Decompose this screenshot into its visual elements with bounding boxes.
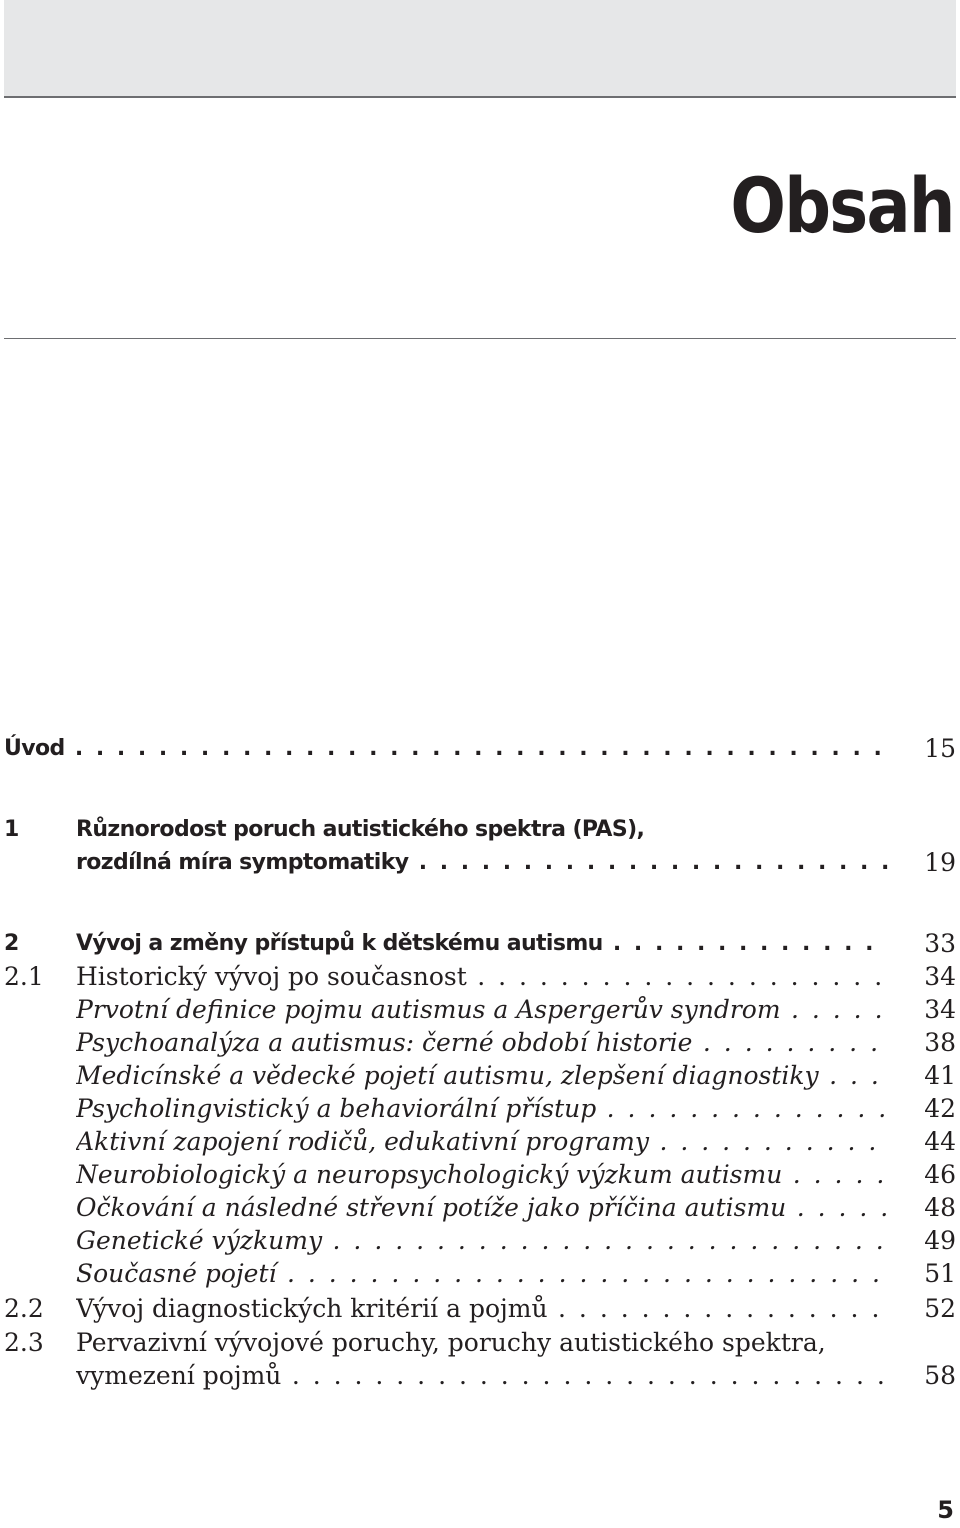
toc-subentry[interactable] xyxy=(4,993,956,1026)
toc-entry-page: 46 xyxy=(924,1160,956,1189)
header-band xyxy=(4,0,956,98)
toc-entry-page: 34 xyxy=(924,995,956,1024)
toc-entry-page: 52 xyxy=(924,1294,956,1323)
toc-entry-number: 1 xyxy=(4,817,19,842)
toc-entry-ch1-line2[interactable] xyxy=(4,846,956,879)
toc-entry-text: Genetické výzkumy . . . xyxy=(76,1224,888,1257)
title-divider xyxy=(4,338,956,339)
toc-subentry[interactable] xyxy=(4,1224,956,1257)
toc-entry-text: Úvod . . . xyxy=(4,732,888,765)
toc-entry-page: 42 xyxy=(924,1094,956,1123)
toc-entry-ch2[interactable] xyxy=(4,927,956,960)
toc-entry-text: Současné pojetí . . . xyxy=(76,1257,888,1290)
page-title: Obsah xyxy=(730,161,954,250)
toc-entry-text: Různorodost poruch autistického spektra (PAS), xyxy=(76,817,645,842)
toc-entry-page: 44 xyxy=(924,1127,956,1156)
toc-subentry[interactable] xyxy=(4,1191,956,1224)
toc-entry-text: Historický vývoj po současnost . . . xyxy=(76,960,888,993)
toc-entry-page: 58 xyxy=(924,1361,956,1390)
toc-entry-number: 2.2 xyxy=(4,1294,44,1323)
toc-entry-text: Očkování a následné střevní potíže jako příčina autismu . . . xyxy=(76,1191,888,1224)
toc-entry-uvod[interactable] xyxy=(4,732,956,765)
toc-entry-number: 2.3 xyxy=(4,1328,44,1357)
toc-entry-2-3-line1[interactable] xyxy=(4,1326,956,1359)
toc-entry-text: Psychoanalýza a autismus: černé období historie . . . xyxy=(76,1026,888,1059)
toc-entry-text: Medicínské a vědecké pojetí autismu, zlepšení diagnostiky . . . xyxy=(76,1059,888,1092)
toc-entry-2-3-line2[interactable] xyxy=(4,1359,956,1392)
toc-entry-page: 51 xyxy=(924,1259,956,1288)
toc-entry-text: Vývoj a změny přístupů k dětskému autismu . . . xyxy=(76,927,888,960)
toc-entry-text: rozdílná míra symptomatiky . . . xyxy=(76,846,888,879)
toc-entry-text: Neurobiologický a neuropsychologický výzkum autismu . . . xyxy=(76,1158,888,1191)
toc-subentry[interactable] xyxy=(4,1092,956,1125)
toc-subentry[interactable] xyxy=(4,1059,956,1092)
toc-entry-number: 2.1 xyxy=(4,962,44,991)
toc-subentry[interactable] xyxy=(4,1158,956,1191)
toc-entry-ch1-line1[interactable] xyxy=(4,813,956,846)
page-number: 5 xyxy=(937,1496,954,1524)
toc-entry-text: Pervazivní vývojové poruchy, poruchy autistického spektra, xyxy=(76,1328,826,1357)
toc-subentry[interactable] xyxy=(4,1257,956,1290)
toc-subentry[interactable] xyxy=(4,1026,956,1059)
toc-entry-text: vymezení pojmů . . . xyxy=(76,1359,888,1392)
toc-entry-page: 38 xyxy=(924,1028,956,1057)
toc-entry-text: Prvotní definice pojmu autismus a Aspergerův syndrom . . . xyxy=(76,993,888,1026)
toc-entry-page: 34 xyxy=(924,962,956,991)
toc-entry-number: 2 xyxy=(4,931,19,956)
toc-entry-text: Aktivní zapojení rodičů, edukativní programy . . . xyxy=(76,1125,888,1158)
toc-entry-page: 48 xyxy=(924,1193,956,1222)
toc-entry-2-1[interactable] xyxy=(4,960,956,993)
toc-entry-page: 19 xyxy=(924,848,956,877)
toc-subentry[interactable] xyxy=(4,1125,956,1158)
toc-entry-page: 49 xyxy=(924,1226,956,1255)
toc-entry-text: Psycholingvistický a behaviorální přístup . . . xyxy=(76,1092,888,1125)
toc-entry-page: 33 xyxy=(924,929,956,958)
toc-entry-page: 15 xyxy=(924,734,956,763)
toc-entry-text: Vývoj diagnostických kritérií a pojmů . . . xyxy=(76,1292,888,1325)
toc-entry-page: 41 xyxy=(924,1061,956,1090)
toc-entry-2-2[interactable] xyxy=(4,1292,956,1325)
